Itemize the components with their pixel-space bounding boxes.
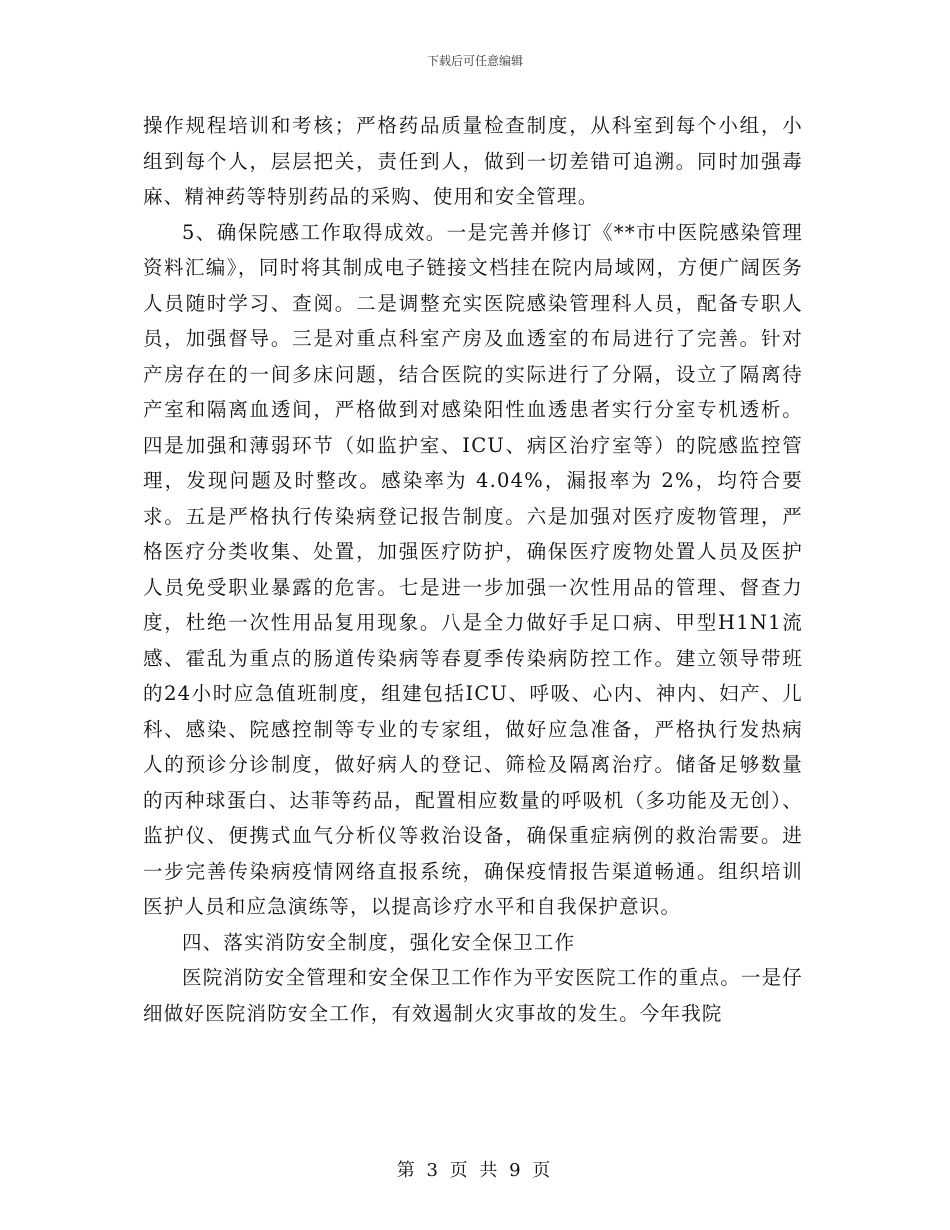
paragraph-infection-control: 5、确保院感工作取得成效。一是完善并修订《**市中医院感染管理资料汇编》，同时将其制成电子链接文档挂在院内局域网，方便广阔医务人员随时学习、查阅。二是调整充实医院感染管理科人员，配备专职人员，加强督导。三是对重点科室产房及血透室的布局进行了完善。针对产房存在的一间多床问题，结合医院的实际进行了分隔，设立了隔离待产室和隔离血透间，严格做到对感染阳性血透患者实行分室专机透析。四是加强和薄弱环节（如监护室、ICU、病区治疗室等）的院感监控管理，发现问题及时整改。感染率为 4.04%，漏报率为 2%，均符合要求。五是严格执行传染病登记报告制度。六是加强对医疗废物管理，严格医疗分类收集、处置，加强医疗防护，确保医疗废物处置人员及医护人员免受职业暴露的危害。七是进一步加强一次性用品的管理、督查力度，杜绝一次性用品复用现象。八是全力做好手足口病、甲型H1N1流感、霍乱为重点的肠道传染病等春夏季传染病防控工作。建立领导带班的24小时应急值班制度，组建包括ICU、呼吸、心内、神内、妇产、儿科、感染、院感控制等专业的专家组，做好应急准备，严格执行发热病人的预诊分诊制度，做好病人的登记、筛检及隔离治疗。储备足够数量的丙种球蛋白、达菲等药品，配置相应数量的呼吸机（多功能及无创）、监护仪、便携式血气分析仪等救治设备，确保重症病例的救治需要。进一步完善传染病疫情网络直报系统，确保疫情报告渠道畅通。组织培训医护人员和应急演练等，以提高诊疗水平和自我保护意识。 (143, 220, 803, 918)
section-heading-fire-safety: 四、落实消防安全制度，强化安全保卫工作 (182, 930, 576, 954)
document-body (143, 108, 803, 1031)
page-header-note: 下载后可任意编辑 (426, 54, 523, 68)
page-number-footer: 第 3 页 共 9 页 (396, 1160, 554, 1181)
paragraph-continuation: 操作规程培训和考核；严格药品质量检查制度，从科室到每个小组，小组到每个人，层层把关，责任到人，做到一切差错可追溯。同时加强毒麻、精神药等特别药品的采购、使用和安全管理。 (143, 114, 803, 208)
paragraph-fire-safety: 医院消防安全管理和安全保卫工作作为平安医院工作的重点。一是仔细做好医院消防安全工作，有效遏制火灾事故的发生。今年我院 (143, 966, 804, 1025)
